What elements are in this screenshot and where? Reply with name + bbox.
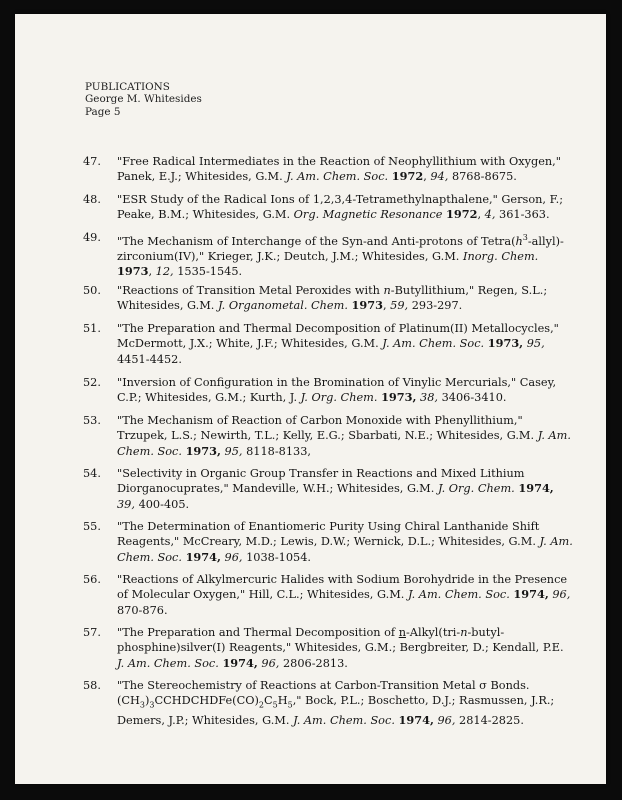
reference-58	[83, 678, 573, 728]
reference-text: "The Preparation and Thermal Decomposition of Platinum(II) Metallocycles," McDermott, J.X.; White, J.F.; Whitesides, G.M. J. Am. Chem. Soc. 1973, 95, 4451-4452.	[117, 322, 559, 366]
reference-number: 52.	[83, 376, 101, 389]
header-title: PUBLICATIONS	[85, 81, 170, 93]
reference-number: 51.	[83, 322, 101, 335]
reference-57	[83, 625, 573, 671]
reference-text: "Free Radical Intermediates in the Reaction of Neophyllithium with Oxygen," Panek, E.J.; Whitesides, G.M. J. Am. Chem. Soc. 1972, 94, 8768-8675.	[117, 155, 561, 184]
reference-text: "Selectivity in Organic Group Transfer in Reactions and Mixed Lithium Diorganocuprates," Mandeville, W.H.; Whitesides, G.M. J. Org. Chem. 1974, 39, 400-405.	[117, 467, 554, 511]
reference-51	[83, 321, 573, 367]
reference-number: 56.	[83, 573, 101, 586]
reference-number: 53.	[83, 414, 101, 427]
reference-50	[83, 283, 573, 314]
reference-text: "Reactions of Transition Metal Peroxides with n-Butyllithium," Regen, S.L.; Whitesides, G.M. J. Organometal. Chem. 1973, 59, 293-297.	[117, 284, 548, 313]
reference-55	[83, 519, 573, 565]
reference-53	[83, 413, 573, 459]
reference-49	[83, 230, 573, 280]
document-page	[15, 14, 606, 784]
reference-text: "ESR Study of the Radical Ions of 1,2,3,4-Tetramethylnapthalene," Gerson, F.; Peake, B.M.; Whitesides, G.M. Org. Magnetic Resonance 1972, 4, 361-363.	[117, 193, 564, 222]
reference-text: "The Determination of Enantiomeric Purity Using Chiral Lanthanide Shift Reagents," McCreary, M.D.; Lewis, D.W.; Wernick, D.L.; Whitesides, G.M. J. Am. Chem. Soc. 1974, 96, 1038-1054.	[117, 520, 573, 564]
reference-47	[83, 154, 573, 185]
reference-text: "The Mechanism of Reaction of Carbon Monoxide with Phenyllithium," Trzupek, L.S.; Newirth, T.L.; Kelly, E.G.; Sbarbati, N.E.; Whitesides, G.M. J. Am. Chem. Soc. 1973, 95, 8118-8133,	[117, 414, 571, 458]
reference-number: 54.	[83, 467, 101, 480]
reference-number: 47.	[83, 155, 101, 168]
reference-number: 49.	[83, 231, 101, 244]
reference-54	[83, 466, 573, 512]
header-page-number: Page 5	[85, 105, 121, 118]
page-header	[85, 81, 202, 118]
reference-text: "The Mechanism of Interchange of the Syn-and Anti-protons of $Tetra(h^3-allyl)-zirconium(IV)$," Krieger, J.K.; Deutch, J.M.; Whitesides, G.M. Inorg. Chem. 1973, 12, 1535-1545.	[117, 233, 564, 279]
reference-number: 55.	[83, 520, 101, 533]
reference-number: 57.	[83, 626, 101, 639]
reference-text: "The Stereochemistry of Reactions at Carbon-Transition Metal σ Bonds. $(CH_3)_3CCHDCHDFe(CO)_2C_5H_5$," Bock, P.L.; Boschetto, D.J.; Rasmussen, J.R.; Demers, J.P.; Whitesides, G.M. J. Am. Chem. Soc. 1974, 96, 2814-2825.	[117, 679, 555, 727]
reference-52	[83, 375, 573, 406]
reference-56	[83, 572, 573, 618]
reference-48	[83, 192, 573, 223]
reference-number: 50.	[83, 284, 101, 297]
header-author: George M. Whitesides	[85, 93, 202, 106]
reference-text: "Inversion of Configuration in the Bromination of Vinylic Mercurials," Casey, C.P.; Whitesides, G.M.; Kurth, J. J. Org. Chem. 1973, 38, 3406-3410.	[117, 376, 557, 405]
reference-number: 58.	[83, 679, 101, 692]
reference-text: "The Preparation and Thermal Decomposition of n-Alkyl(tri-n-butyl-phosphine)silver(I) Reagents," Whitesides, G.M.; Bergbreiter, D.; Kendall, P.E. J. Am. Chem. Soc. 1974, 96, 2806-2813.	[117, 626, 564, 670]
reference-number: 48.	[83, 193, 101, 206]
reference-text: "Reactions of Alkylmercuric Halides with Sodium Borohydride in the Presence of Molecular Oxygen," Hill, C.L.; Whitesides, G.M. J. Am. Chem. Soc. 1974, 96, 870-876.	[117, 573, 571, 617]
